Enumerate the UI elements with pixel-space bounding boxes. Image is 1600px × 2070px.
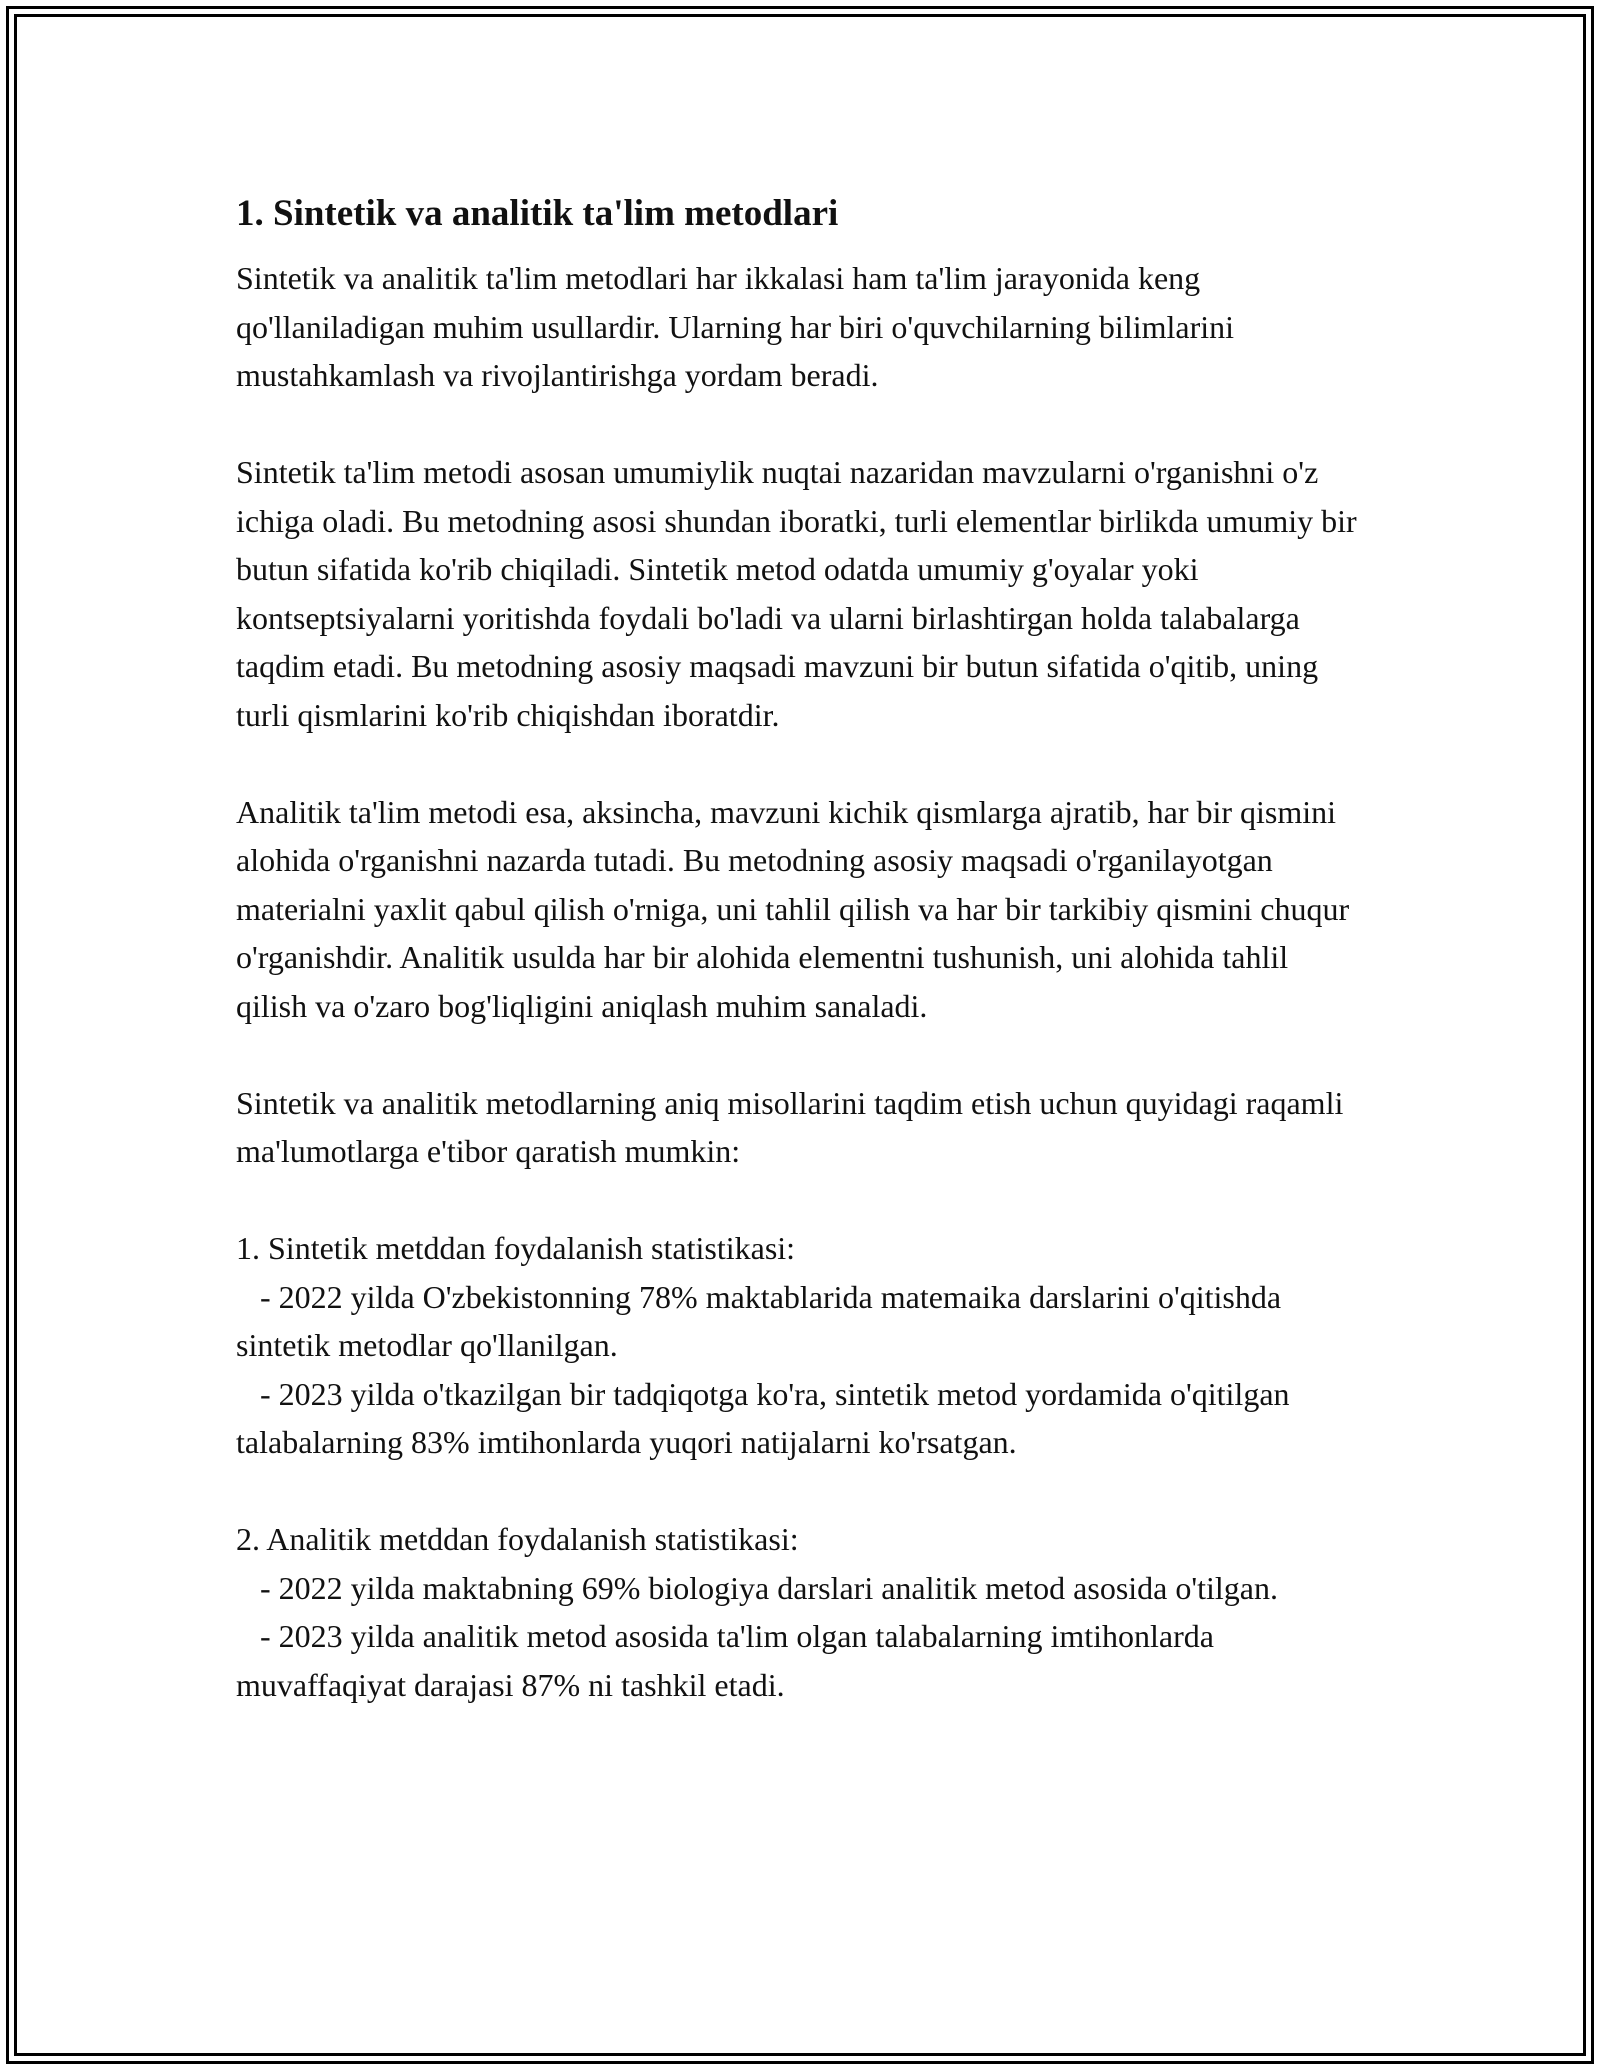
list-heading: 1. Sintetik metddan foydalanish statistikasi: (236, 1230, 796, 1266)
paragraph-intro: Sintetik va analitik ta'lim metodlari har ikkalasi ham ta'lim jarayonida keng qo'llaniladigan muhim usullardir. Ularning har biri o'quvchilarning bilimlarini mustahkamlash va rivojlantirishga yordam beradi. (236, 260, 1243, 393)
analytic-stats-list (236, 1515, 1366, 1709)
paragraph-examples-intro: Sintetik va analitik metodlarning aniq misollarini taqdim etish uchun quyidagi raqamli ma'lumotlarga e'tibor qaratish mumkin: (236, 1084, 1352, 1169)
document-body (236, 188, 1366, 1758)
list-item-text: - 2022 yilda O'zbekistonning 78% maktablarida matemaika darslarini o'qitishda sintetik metodlar qo'llanilgan. (236, 1278, 1290, 1363)
list-item (236, 1612, 1366, 1709)
section-title: 1. Sintetik va analitik ta'lim metodlari (236, 193, 839, 234)
paragraph-analytic-method: Analitik ta'lim metodi esa, aksincha, mavzuni kichik qismlarga ajratib, har bir qismini alohida o'rganishni nazarda tutadi. Bu metodning asosiy maqsadi o'rganilayotgan materialni yaxlit qabul qilish o'rniga, uni tahlil qilish va har bir tarkibiy qismini chuqur o'rganishdir. Analitik usulda har bir alohida elementni tushunish, uni alohida tahlil qilish va o'zaro bog'liqligini aniqlash muhim sanaladi. (236, 793, 1358, 1024)
list-heading: 2. Analitik metddan foydalanish statistikasi: (236, 1521, 799, 1557)
list-item (236, 1370, 1366, 1467)
list-item-text: - 2023 yilda analitik metod asosida ta'lim olgan talabalarning imtihonlarda muvaffaqiyat darajasi 87% ni tashkil etadi. (236, 1618, 1222, 1703)
list-item-text: - 2023 yilda o'tkazilgan bir tadqiqotga ko'ra, sintetik metod yordamida o'qitilgan talabalarning 83% imtihonlarda yuqori natijalarni ko'rsatgan. (236, 1375, 1298, 1460)
paragraph-synthetic-method: Sintetik ta'lim metodi asosan umumiylik nuqtai nazaridan mavzularni o'rganishni o'z ichiga oladi. Bu metodning asosi shundan iboratki, turli elementlar birlikda umumiy bir butun sifatida ko'rib chiqiladi. Sintetik metod odatda umumiy g'oyalar yoki kontseptsiyalarni yoritishda foydali bo'ladi va ularni birlashtirgan holda talabalarga taqdim etadi. Bu metodning asosiy maqsadi mavzuni bir butun sifatida o'qitib, uning turli qismlarini ko'rib chiqishdan iboratdir. (236, 454, 1365, 733)
synthetic-stats-list (236, 1224, 1366, 1467)
list-item-text: - 2022 yilda maktabning 69% biologiya darslari analitik metod asosida o'tilgan. (260, 1569, 1278, 1606)
list-item (236, 1564, 1366, 1613)
list-item (236, 1273, 1366, 1370)
